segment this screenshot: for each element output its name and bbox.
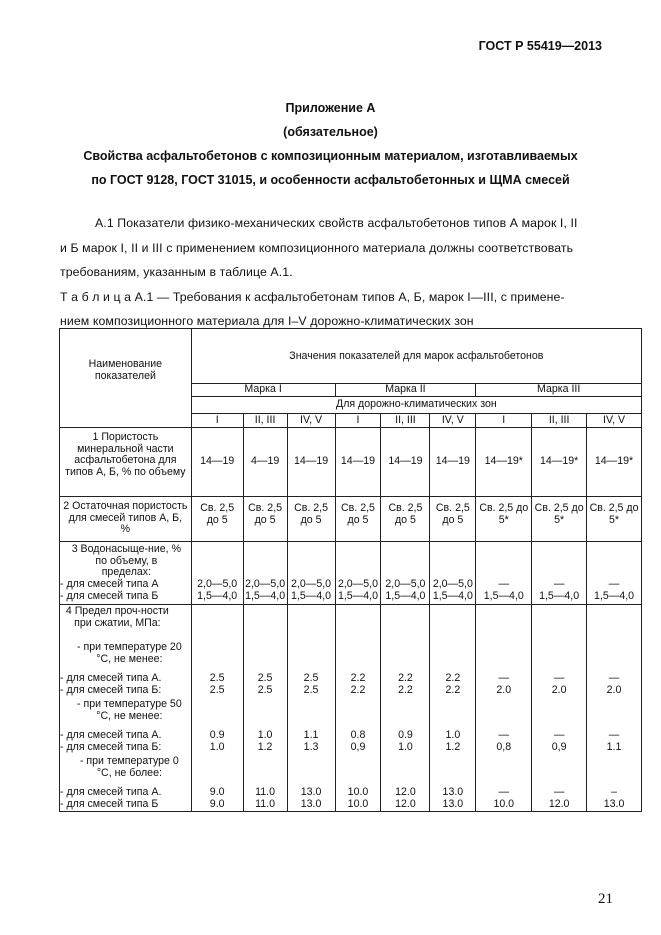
row4-t50-b: 0,9 <box>551 740 567 753</box>
row4-t0-a: 10.0 <box>347 786 369 798</box>
row3-cell <box>243 542 287 605</box>
row4-t50-a: 1.0 <box>257 729 273 741</box>
row4-t50-sub-b: - для смесей типа Б: <box>60 740 162 753</box>
row1-value: 14—19 <box>191 428 243 497</box>
row3-value-b: 1,5—4,0 <box>197 589 238 602</box>
row4-t50-b: 0,9 <box>350 740 366 753</box>
row1-value: 14—19 <box>335 428 381 497</box>
row3-value-b: 1,5—4,0 <box>385 589 426 602</box>
row4-t50-sub-a: - для смесей типа А. <box>60 729 162 741</box>
row4-t20-b: 2.0 <box>606 683 622 696</box>
row3-label-cell <box>60 542 192 605</box>
row2-label: 2 Остаточная пористость для смесей типов А, Б, % <box>60 497 192 542</box>
row3-value-a: 2,0—5,0 <box>385 578 426 590</box>
table-caption-line2: нием композиционного материала для I–V дорожно-климатических зон <box>60 314 474 328</box>
row2-value: Св. 2,5 до 5 <box>243 497 287 542</box>
row4-t50-b: 1.1 <box>606 740 622 753</box>
intro-line-3: требованиям, указанным в таблице А.1. <box>60 265 293 279</box>
row4-t0-a: 12.0 <box>395 786 416 798</box>
row4-t50-b: 1.0 <box>398 740 413 753</box>
row2-value: Св. 2,5 до 5* <box>476 497 532 542</box>
appendix-title: Приложение А <box>285 101 376 115</box>
row3-label: 3 Водонасыще-ние, % по объему, в пределах: <box>71 543 181 578</box>
row4-t50-b: 1.3 <box>303 740 319 753</box>
row4-t20-a: 2.5 <box>303 672 319 684</box>
row4-t20-b: 2.5 <box>257 683 273 696</box>
row4-t20-sub-a: - для смесей типа А. <box>60 672 162 684</box>
row4-cell <box>287 605 335 812</box>
row1-label: 1 Пористость минеральной части асфальтобетона для типов А, Б, % по объему <box>60 428 192 497</box>
row4-cell <box>476 605 532 812</box>
row4-t0-b: 12.0 <box>395 797 416 810</box>
row3-value-b: 1,5—4,0 <box>594 589 635 602</box>
intro-line-1: А.1 Показатели физико-механических свойств асфальтобетонов типов А марок I, II <box>95 216 578 230</box>
grade-1-header: Марка I <box>191 384 335 397</box>
zone-cell: IV, V <box>587 414 642 428</box>
row4-t0-b: 11.0 <box>255 797 276 810</box>
row3-cell <box>587 542 642 605</box>
row1-value: 14—19 <box>430 428 476 497</box>
row3-value-a: 2,0—5,0 <box>197 578 238 590</box>
row4-t0-a: 9.0 <box>209 786 225 798</box>
row3-value-a: 2,0—5,0 <box>337 578 379 590</box>
grade-2-header: Марка II <box>335 384 476 397</box>
row3-cell <box>191 542 243 605</box>
appendix-heading-line1: Свойства асфальтобетонов с композиционным материалом, изготавливаемых <box>83 149 578 163</box>
row4-t50-a: 1.1 <box>303 729 319 741</box>
row2-value: Св. 2,5 до 5* <box>587 497 642 542</box>
row4-t20-a: 2.2 <box>350 672 366 684</box>
row3-value-b: 1,5—4,0 <box>483 589 524 602</box>
row4-t0-sub-a: - для смесей типа А. <box>60 786 162 798</box>
row4-t20-b: 2.5 <box>303 683 319 696</box>
row4-t50-a: — <box>498 729 510 741</box>
row3-value-b: 1,5—4,0 <box>291 589 332 602</box>
row4-t20-a: 2.5 <box>257 672 273 684</box>
row4-t0-label: - при температуре 0 °С, не более: <box>79 755 179 779</box>
row3-cell <box>532 542 587 605</box>
row4-t20-sub-b: - для смесей типа Б: <box>60 683 162 696</box>
row3-sub-b: - для смесей типа Б <box>60 589 159 602</box>
row4-t50-a: 1.0 <box>445 729 461 741</box>
row4-t0-b: 13.0 <box>603 797 625 810</box>
row4-label: 4 Предел проч-ности при сжатии, МПа: <box>65 605 169 629</box>
row4-cell <box>430 605 476 812</box>
row3-cell <box>430 542 476 605</box>
row3-value-a: 2,0—5,0 <box>245 578 286 590</box>
row4-t20-b: 2.2 <box>350 683 366 696</box>
row4-t20-a: — <box>498 672 510 684</box>
row3-value-b: 1,5—4,0 <box>337 589 379 602</box>
row3-value-a: — <box>608 578 620 590</box>
row4-t50-a: — <box>553 729 565 741</box>
zone-cell: I <box>191 414 243 428</box>
intro-paragraph <box>60 211 620 334</box>
row4-cell <box>191 605 243 812</box>
row4-t0-b: 9.0 <box>209 797 225 810</box>
grade-3-header: Марка III <box>476 384 642 397</box>
row4-t50-a: 0.9 <box>209 729 225 741</box>
header-values: Значения показателей для марок асфальтобетонов <box>191 329 641 384</box>
row3-value-b: 1,5—4,0 <box>539 589 580 602</box>
zones-header: Для дорожно-климатических зон <box>191 397 641 414</box>
row4-t0-a: – <box>611 786 617 798</box>
row2-value: Св. 2,5 до 5 <box>287 497 335 542</box>
row4-t50-a: 0.9 <box>398 729 413 741</box>
row4-t0-a: 13.0 <box>300 786 322 798</box>
row4-t0-a: — <box>498 786 510 798</box>
row3-value-b: 1,5—4,0 <box>245 589 286 602</box>
row1-value: 14—19* <box>587 428 642 497</box>
row4-t20-a: — <box>553 672 565 684</box>
row2-value: Св. 2,5 до 5 <box>381 497 430 542</box>
row4-t20-b: 2.2 <box>445 683 461 696</box>
row4-t0-a: 13.0 <box>442 786 464 798</box>
requirements-table <box>59 328 642 812</box>
zone-cell: IV, V <box>287 414 335 428</box>
table-caption-line1: Т а б л и ц а А.1 — Требования к асфальтобетонам типов А, Б, марок I—III, с примене- <box>60 289 565 304</box>
row3-cell <box>381 542 430 605</box>
row1-value: 14—19 <box>287 428 335 497</box>
row4-cell <box>532 605 587 812</box>
row2-value: Св. 2,5 до 5* <box>532 497 587 542</box>
row4-cell <box>335 605 381 812</box>
row4-cell <box>587 605 642 812</box>
zone-cell: II, III <box>243 414 287 428</box>
appendix-status: (обязательное) <box>283 125 378 139</box>
intro-line-2: и Б марок I, II и III с применением композиционного материала должны соответствовать <box>60 240 574 255</box>
row4-t20-b: 2.0 <box>496 683 512 696</box>
row4-t20-label: - при температуре 20 °С, не менее: <box>77 641 182 665</box>
header-indicator-name: Наименование показателей <box>60 329 192 428</box>
row4-t50-b: 1.2 <box>445 740 461 753</box>
row4-t20-b: 2.5 <box>209 683 225 696</box>
zone-cell: I <box>335 414 381 428</box>
row4-t0-b: 10.0 <box>347 797 369 810</box>
row1-value: 4—19 <box>243 428 287 497</box>
row3-value-b: 1,5—4,0 <box>432 589 473 602</box>
zone-cell: IV, V <box>430 414 476 428</box>
row4-t0-sub-b: - для смесей типа Б <box>60 797 159 810</box>
row4-t50-label: - при температуре 50 °С, не менее: <box>77 698 182 722</box>
row4-t20-a: 2.2 <box>398 672 413 684</box>
row4-cell <box>243 605 287 812</box>
row3-value-a: 2,0—5,0 <box>432 578 473 590</box>
row4-cell <box>381 605 430 812</box>
row4-t0-a: 11.0 <box>255 786 276 798</box>
row3-cell <box>287 542 335 605</box>
row4-t0-a: — <box>553 786 565 798</box>
row4-t20-b: 2.0 <box>551 683 567 696</box>
row4-t50-a: — <box>608 729 620 741</box>
row4-t50-b: 1.2 <box>257 740 273 753</box>
row1-value: 14—19* <box>476 428 532 497</box>
row4-t20-b: 2.2 <box>398 683 413 696</box>
row4-t20-a: — <box>608 672 620 684</box>
page-number: 21 <box>598 891 613 907</box>
row3-cell <box>335 542 381 605</box>
row4-t0-b: 13.0 <box>300 797 322 810</box>
zone-cell: I <box>476 414 532 428</box>
row4-t0-b: 13.0 <box>442 797 464 810</box>
row4-t50-a: 0.8 <box>350 729 366 741</box>
row3-value-a: — <box>553 578 565 590</box>
row3-value-a: — <box>498 578 510 590</box>
zone-cell: II, III <box>532 414 587 428</box>
row2-value: Св. 2,5 до 5 <box>335 497 381 542</box>
zone-cell: II, III <box>381 414 430 428</box>
standard-number: ГОСТ Р 55419—2013 <box>478 39 602 53</box>
row3-value-a: 2,0—5,0 <box>291 578 332 590</box>
row4-t0-b: 12.0 <box>548 797 570 810</box>
row4-t50-b: 0,8 <box>496 740 512 753</box>
row4-label-cell <box>60 605 192 812</box>
row1-value: 14—19* <box>532 428 587 497</box>
row4-t20-a: 2.2 <box>445 672 461 684</box>
appendix-heading-line2: по ГОСТ 9128, ГОСТ 31015, и особенности асфальтобетонных и ЩМА смесей <box>91 173 570 187</box>
row2-value: Св. 2,5 до 5 <box>191 497 243 542</box>
row3-sub-a: - для смесей типа А <box>60 578 159 590</box>
row4-t50-b: 1.0 <box>209 740 225 753</box>
row3-cell <box>476 542 532 605</box>
row2-value: Св. 2,5 до 5 <box>430 497 476 542</box>
row4-t20-a: 2.5 <box>209 672 225 684</box>
row4-t0-b: 10.0 <box>493 797 515 810</box>
row1-value: 14—19 <box>381 428 430 497</box>
